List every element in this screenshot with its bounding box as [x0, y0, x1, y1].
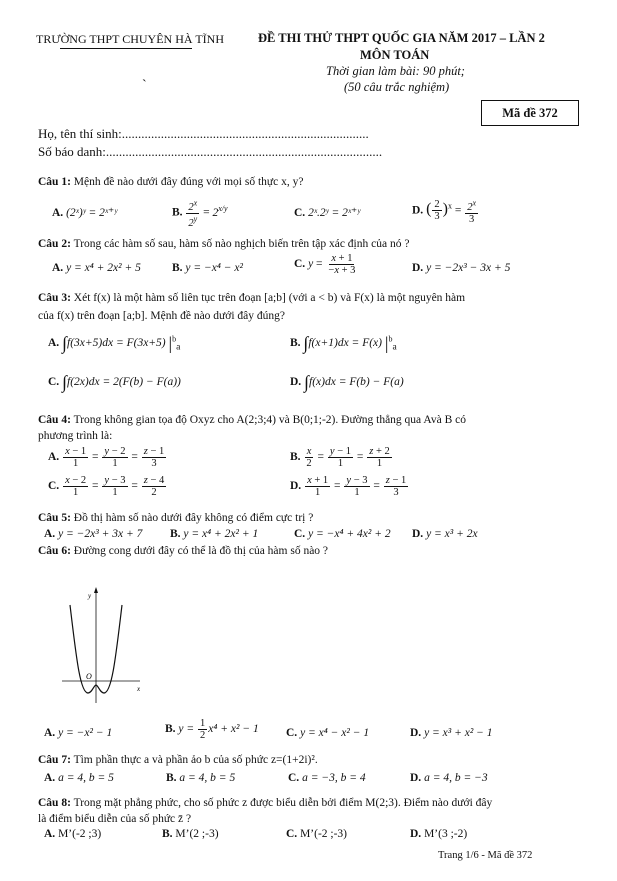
q3-option-b: B. ∫f(x+1)dx = F(x) $|^b_a$: [290, 333, 397, 353]
q2-option-c: C. y = $\frac{x + 1}{-x + 3}$: [294, 253, 356, 276]
q4-option-b: B. $\frac{x}{2}$ = $\frac{y - 1}{1}$ = $\frac{z + 2}{1}$: [290, 446, 390, 469]
q2-option-a: A. y = x⁴ + 2x² + 5: [52, 262, 141, 274]
q8-option-d: D. M’(3 ;-2): [410, 828, 468, 840]
q3-option-a: A. ∫f(3x+5)dx = F(3x+5) $|^b_a$: [48, 333, 181, 353]
q5-stem: Câu 5: Đồ thị hàm số nào dưới đây không có điểm cực trị ?: [38, 512, 314, 524]
q7-option-a: A. a = 4, b = 5: [44, 772, 114, 784]
q3-stem: Câu 3: Xét f(x) là một hàm số liên tục trên đoạn [a;b] (với a < b) và F(x) là một nguyên hàm: [38, 292, 466, 304]
candidate-name-field: Họ, tên thí sinh:............................................................................: [38, 126, 369, 141]
graph-x-label: x: [137, 685, 141, 693]
q8-stem: Câu 8: Trong mặt phẳng phức, cho số phức z được biểu diễn bởi điểm M(2;3). Điểm nào dưới đây: [38, 797, 493, 809]
q4-stem-2: phương trình là:: [38, 430, 113, 442]
q6-option-b: B. y = $\frac{1}{2}$ x⁴ + x² − 1: [165, 718, 259, 741]
q6-option-a: A. y = −x² − 1: [44, 727, 113, 739]
school-underline: [60, 48, 192, 49]
stray-mark: ˴: [142, 72, 147, 87]
exam-code-box: Mã đề 372: [481, 100, 579, 126]
candidate-id-field: Số báo danh:.....................................................................................: [38, 144, 383, 159]
q6-option-d: D. y = x³ + x² − 1: [410, 727, 493, 739]
q1-option-d: D. ( $\frac{2}{3}$ )$^x$ = $\frac{2^x}{3}$: [412, 198, 477, 225]
q1-option-b: B. $\frac{2^x}{2^y}$ = $2^{x/y}$: [172, 198, 228, 229]
q7-stem: Câu 7: Tìm phần thực a và phần ảo b của số phức z=(1+2i)².: [38, 754, 318, 766]
q5-option-a: A. y = −2x³ + 3x + 7: [44, 528, 143, 540]
exam-title: ĐỀ THI THỬ THPT QUỐC GIA NĂM 2017 – LẦN 2: [258, 31, 545, 45]
q5-option-b: B. y = x⁴ + 2x² + 1: [170, 528, 259, 540]
q8-option-b: B. M’(2 ;-3): [162, 828, 219, 840]
graph-origin-label: O: [86, 672, 92, 681]
graph-y-label: y: [88, 592, 92, 600]
q3-option-c: C. ∫f(2x)dx = 2(F(b) − F(a)): [48, 372, 181, 392]
page-footer: Trang 1/6 - Mã đề 372: [438, 850, 533, 861]
q4-option-c: C. $\frac{x - 2}{1}$ = $\frac{y - 3}{1}$ = $\frac{z - 4}{2}$: [48, 475, 165, 498]
q5-option-d: D. y = x³ + 2x: [412, 528, 478, 540]
q1-stem: Câu 1: Mệnh đề nào dưới đây đúng với mọi số thực x, y?: [38, 176, 304, 188]
q2-option-d: D. y = −2x³ − 3x + 5: [412, 262, 511, 274]
q4-option-a: A. $\frac{x - 1}{1}$ = $\frac{y - 2}{1}$ = $\frac{z - 1}{3}$: [48, 446, 165, 469]
q8-option-a: A. M’(-2 ;3): [44, 828, 102, 840]
q1-option-a: A. (2ˣ)ʸ = 2ˣ⁺ʸ: [52, 207, 118, 219]
q8-stem-2: là điểm biểu diễn của số phức z̄ ?: [38, 813, 192, 825]
q6-stem: Câu 6: Đường cong dưới đây có thể là đồ thị của hàm số nào ?: [38, 545, 329, 557]
school-name: TRƯỜNG THPT CHUYÊN HÀ TĨNH: [36, 32, 224, 46]
q3-option-d: D. ∫f(x)dx = F(b) − F(a): [290, 372, 404, 392]
q3-stem-2: của f(x) trên đoạn [a;b]. Mệnh đề nào dưới đây đúng?: [38, 310, 286, 322]
graph-y-arrow: [94, 587, 98, 593]
q7-option-d: D. a = 4, b = −3: [410, 772, 488, 784]
q6-option-c: C. y = x⁴ − x² − 1: [286, 727, 370, 739]
exam-time: Thời gian làm bài: 90 phút;: [326, 64, 465, 78]
subject: MÔN TOÁN: [360, 48, 430, 62]
q8-option-c: C. M’(-2 ;-3): [286, 828, 348, 840]
q1-option-c: C. 2ˣ.2ʸ = 2ˣ⁺ʸ: [294, 207, 361, 219]
q7-option-b: B. a = 4, b = 5: [166, 772, 236, 784]
q2-stem: Câu 2: Trong các hàm số sau, hàm số nào nghịch biến trên tập xác định của nó ?: [38, 238, 410, 250]
q6-graph: [60, 585, 155, 705]
q5-option-c: C. y = −x⁴ + 4x² + 2: [294, 528, 391, 540]
q7-option-c: C. a = −3, b = 4: [288, 772, 366, 784]
q4-stem: Câu 4: Trong không gian tọa độ Oxyz cho A(2;3;4) và B(0;1;-2). Đường thẳng qua Avà B có: [38, 414, 466, 426]
q2-option-b: B. y = −x⁴ − x²: [172, 262, 243, 274]
q4-option-d: D. $\frac{x + 1}{1}$ = $\frac{y - 3}{1}$ = $\frac{z - 1}{3}$: [290, 475, 407, 498]
question-count: (50 câu trắc nghiệm): [344, 80, 450, 94]
